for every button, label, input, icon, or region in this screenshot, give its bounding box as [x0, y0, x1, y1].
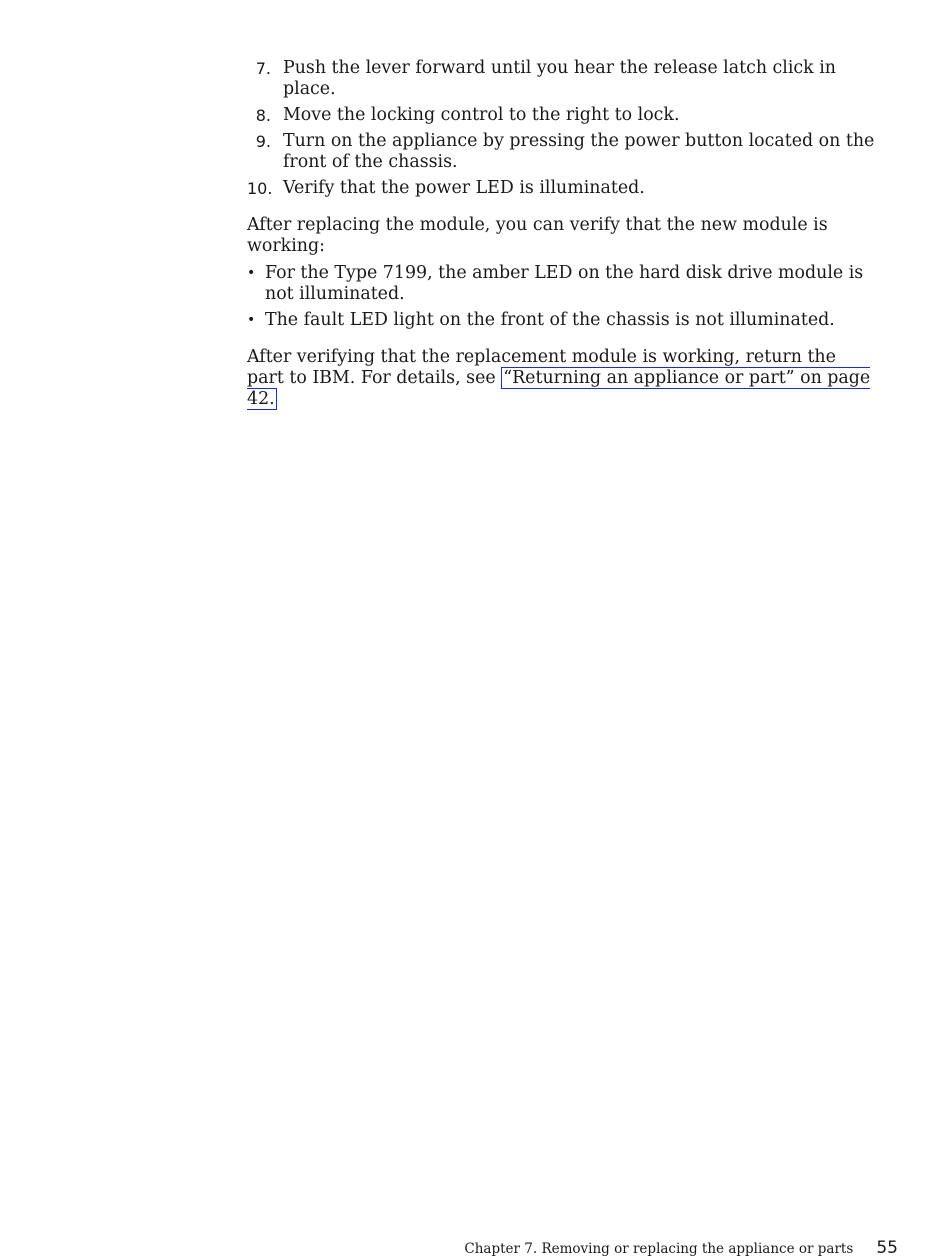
step-text: Push the lever forward until you hear the release latch click in place. — [283, 58, 836, 99]
list-item — [247, 310, 877, 331]
step-item — [247, 178, 877, 199]
step-number: 7. — [255, 59, 271, 78]
step-number: 10. — [247, 179, 273, 198]
procedure-steps — [247, 58, 877, 199]
bullet-icon: • — [247, 312, 256, 328]
bullet-text: For the Type 7199, the amber LED on the hard disk drive module is not illuminated. — [265, 263, 864, 304]
document-body — [247, 58, 877, 416]
return-text: After verifying that the replacement module is working, return the part to IBM. For details, see — [247, 347, 836, 388]
verify-intro: After replacing the module, you can verify that the new module is working: — [247, 215, 828, 256]
page-number: 55 — [876, 1238, 898, 1258]
step-text: Verify that the power LED is illuminated. — [283, 178, 645, 198]
list-item — [247, 263, 877, 305]
returning-part-link[interactable]: “Returning an appliance or part” on page 42. — [247, 368, 871, 409]
step-text: Turn on the appliance by pressing the power button located on the front of the chassis. — [283, 131, 875, 172]
return-paragraph — [247, 347, 877, 410]
bullet-text: The fault LED light on the front of the chassis is not illuminated. — [265, 310, 835, 330]
bullet-icon: • — [247, 265, 256, 281]
step-number: 8. — [255, 106, 271, 125]
verification-list — [247, 263, 877, 331]
step-item — [247, 131, 877, 173]
step-number: 9. — [255, 132, 271, 151]
chapter-title: Chapter 7. Removing or replacing the appliance or parts — [464, 1241, 854, 1257]
step-item — [247, 105, 877, 126]
page-footer — [464, 1238, 898, 1258]
step-text: Move the locking control to the right to lock. — [283, 105, 680, 125]
step-item — [247, 58, 877, 100]
